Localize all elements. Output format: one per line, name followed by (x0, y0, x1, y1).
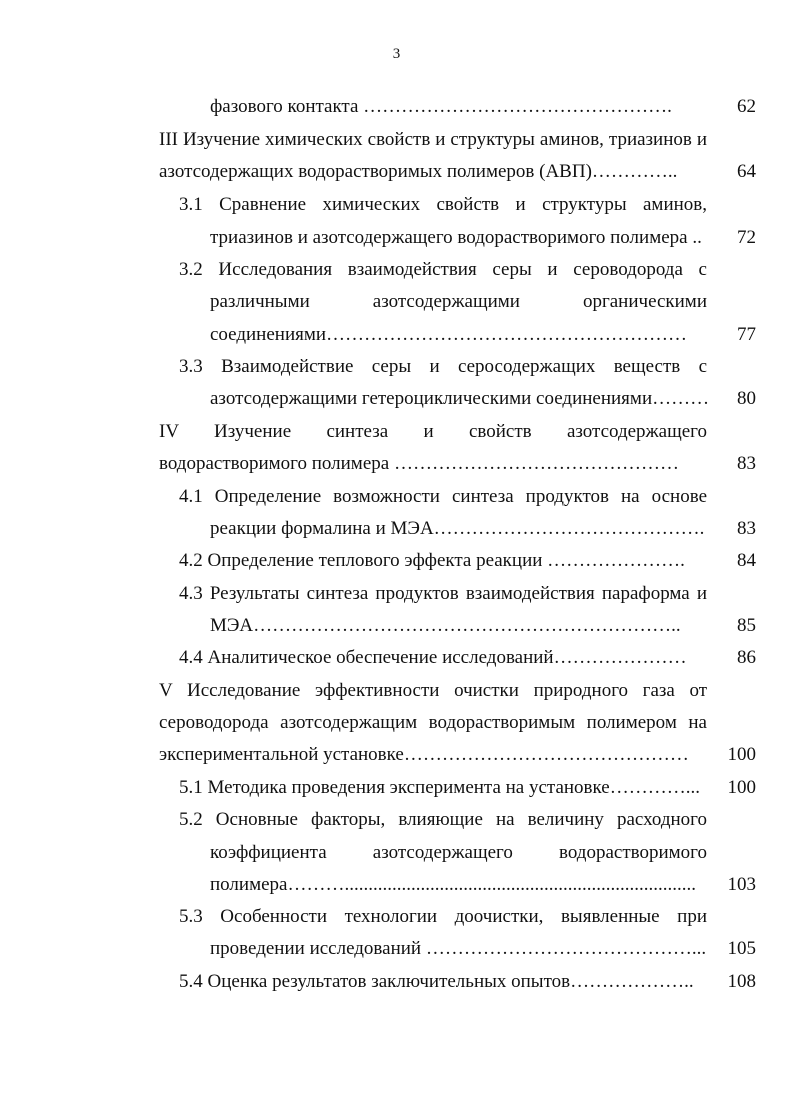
toc-chapter-5-title-cont2: экспериментальной установке……………………………………… (159, 744, 689, 765)
page-number: 3 (392, 46, 401, 62)
toc-page-number: 64 (737, 161, 756, 182)
toc-page-number: 83 (737, 453, 756, 474)
toc-section-3-2: 3.2 Исследования взаимодействия серы и сероводорода с (179, 259, 707, 280)
toc-page-number: 100 (727, 777, 756, 798)
toc-section-4-2: 4.2 Определение теплового эффекта реакции …………………. (179, 550, 685, 571)
toc-section-3-2-cont: различными азотсодержащими органическими (210, 291, 707, 312)
toc-page-number: 103 (727, 874, 756, 895)
toc-page-number: 62 (737, 96, 756, 117)
toc-section-4-1-cont: реакции формалина и МЭА……………………………………. (210, 518, 705, 539)
toc-section-5-2: 5.2 Основные факторы, влияющие на величину расходного (179, 809, 707, 830)
toc-section-4-4: 4.4 Аналитическое обеспечение исследований………………… (179, 647, 687, 668)
toc-chapter-4-title-cont: водорастворимого полимера ……………………………………… (159, 453, 679, 474)
toc-section-3-3: 3.3 Взаимодействие серы и серосодержащих веществ с (179, 356, 707, 377)
toc-page-number: 86 (737, 647, 756, 668)
toc-chapter-3-title: III Изучение химических свойств и структуры аминов, триазинов и (159, 129, 707, 150)
toc-section-5-1: 5.1 Методика проведения эксперимента на установке…………... (179, 777, 700, 798)
toc-section-5-2-cont: коэффициента азотсодержащего водорастворимого (210, 842, 707, 863)
toc-page-number: 100 (727, 744, 756, 765)
toc-section-3-1-cont: триазинов и азотсодержащего водорастворимого полимера .. (210, 227, 702, 248)
toc-section-4-3: 4.3 Результаты синтеза продуктов взаимодействия параформа и (179, 583, 707, 604)
toc-line-text: фазового контакта …………………………………………. (210, 96, 672, 117)
toc-section-5-3-cont: проведении исследований ……………………………………... (210, 938, 707, 959)
toc-section-4-3-cont: МЭА………………………………………………………….. (210, 615, 681, 636)
toc-section-3-1: 3.1 Сравнение химических свойств и структуры аминов, (179, 194, 707, 215)
toc-page-number: 83 (737, 518, 756, 539)
toc-chapter-5-title: V Исследование эффективности очистки природного газа от (159, 680, 707, 701)
toc-section-5-2-cont2: полимера……….......................................................................... (210, 874, 696, 895)
toc-chapter-4-title: IV Изучение синтеза и свойств азотсодержащего (159, 421, 707, 442)
toc-section-3-2-cont2: соединениями………………………………………………… (210, 324, 688, 345)
toc-page-number: 72 (737, 227, 756, 248)
toc-page-number: 84 (737, 550, 756, 571)
toc-chapter-5-title-cont: сероводорода азотсодержащим водорастворимым полимером на (159, 712, 707, 733)
toc-page-number: 85 (737, 615, 756, 636)
toc-page-number: 77 (737, 324, 756, 345)
toc-chapter-3-title-cont: азотсодержащих водорастворимых полимеров (АВП)………….. (159, 161, 678, 182)
toc-page-number: 105 (727, 938, 756, 959)
toc-section-5-3: 5.3 Особенности технологии доочистки, выявленные при (179, 906, 707, 927)
toc-section-4-1: 4.1 Определение возможности синтеза продуктов на основе (179, 486, 707, 507)
toc-page-number: 108 (727, 971, 756, 992)
toc-section-3-3-cont: азотсодержащими гетероциклическими соединениями……… (210, 388, 710, 409)
toc-page-number: 80 (737, 388, 756, 409)
toc-section-5-4: 5.4 Оценка результатов заключительных опытов……………….. (179, 971, 694, 992)
